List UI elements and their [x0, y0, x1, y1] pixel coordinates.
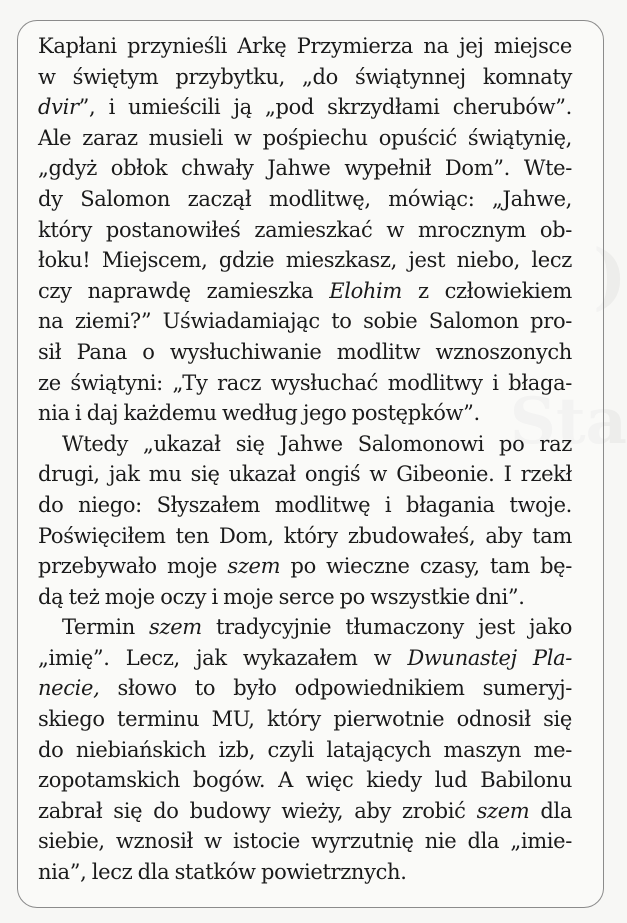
text-run: łoku! Miejscem, gdzie mieszkasz, jest niebo, lecz: [38, 248, 572, 273]
text-line: [38, 123, 572, 154]
italic-term: szem: [227, 554, 281, 579]
text-line: [38, 306, 572, 337]
text-run: „imię”. Lecz, jak wykazałem w: [38, 645, 408, 670]
italic-term: szem: [149, 615, 202, 640]
text-line: [38, 490, 572, 521]
text-run: Poświęciłem ten Dom, który zbudowałeś, aby tam: [38, 523, 572, 548]
text-line: [38, 398, 572, 429]
text-line: [38, 521, 572, 552]
text-run: nia”, lecz dla statków powietrznych.: [38, 860, 407, 885]
italic-term: necie,: [38, 676, 100, 701]
text-line: [38, 368, 572, 399]
text-line: [38, 673, 572, 704]
text-line: [38, 215, 572, 246]
text-run: dą też moje oczy i moje serce po wszystkie dni”.: [38, 584, 525, 609]
text-line: [38, 92, 572, 123]
text-run: Kapłani przynieśli Arkę Przymierza na jej miejsce: [38, 34, 572, 58]
text-run: po wieczne czasy, tam bę-: [280, 554, 572, 579]
text-line: [38, 857, 572, 888]
text-run: który postanowiłeś zamieszkać w mrocznym ob-: [38, 217, 572, 242]
paragraph: [38, 429, 572, 613]
text-run: „gdyż obłok chwały Jahwe wypełnił Dom”. Wte-: [38, 156, 572, 181]
text-line: [38, 796, 572, 827]
text-line: [38, 31, 572, 62]
text-run: siebie, wznosił w istocie wyrzutnię nie dla „imie-: [38, 829, 572, 854]
text-run: do niego: Słyszałem modlitwę i błagania twoje.: [38, 492, 572, 517]
text-line: [38, 429, 572, 460]
bleed-through-text: Sta: [509, 384, 627, 459]
text-line: [38, 643, 572, 674]
text-run: do niebiańskich izb, czyli latających maszyn me-: [38, 737, 572, 762]
text-line: [38, 735, 572, 766]
text-run: Termin: [62, 615, 150, 640]
text-run: tradycyjnie tłumaczony jest jako: [201, 615, 572, 640]
text-run: zabrał się do budowy wieży, aby zrobić: [38, 798, 477, 823]
text-line: [38, 459, 572, 490]
text-line: [38, 551, 572, 582]
text-run: z człowiekiem: [401, 278, 572, 303]
body-text: [38, 31, 572, 888]
text-line: [38, 184, 572, 215]
text-line: [38, 276, 572, 307]
text-line: [38, 612, 572, 643]
text-line: [38, 765, 572, 796]
italic-term: dvir: [38, 95, 79, 120]
italic-term: szem: [476, 798, 530, 823]
text-run: ”, i umieścili ją „pod skrzydłami cherubów”.: [78, 95, 572, 120]
text-line: [38, 337, 572, 368]
text-run: zopotamskich bogów. A więc kiedy lud Babilonu: [38, 768, 572, 793]
text-run: Ale zaraz musieli w pośpiechu opuścić świątynię,: [38, 125, 572, 150]
text-run: dla: [529, 798, 572, 823]
bleed-through-text: ): [592, 233, 627, 318]
text-line: [38, 704, 572, 735]
text-run: słowo to było odpowiednikiem sumeryj-: [99, 676, 572, 701]
text-run: dy Salomon zaczął modlitwę, mówiąc: „Jahwe,: [38, 186, 572, 211]
text-run: w świętym przybytku, „do świątynnej komnaty: [38, 64, 572, 89]
text-line: [38, 826, 572, 857]
text-line: [38, 582, 572, 613]
text-line: [38, 245, 572, 276]
text-run: przebywało moje: [38, 554, 228, 579]
paragraph: [38, 31, 572, 429]
text-run: na ziemi?” Uświadamiając to sobie Salomon pro-: [38, 309, 572, 334]
text-run: nia i daj każdemu według jego postępków”.: [38, 401, 480, 426]
italic-term: Elohim: [329, 278, 402, 303]
text-run: drugi, jak mu się ukazał ongiś w Gibeonie. I rzekł: [38, 462, 572, 487]
text-run: ze świątyni: „Ty racz wysłuchać modlitwy i błaga-: [38, 370, 572, 395]
text-line: [38, 153, 572, 184]
text-run: Wtedy „ukazał się Jahwe Salomonowi po raz: [62, 431, 572, 456]
text-run: sił Pana o wysłuchiwanie modlitw wznoszonych: [38, 339, 572, 364]
italic-term: Dwunastej Pla-: [407, 645, 572, 670]
paragraph: [38, 612, 572, 887]
text-run: czy naprawdę zamieszka: [38, 278, 330, 303]
text-run: skiego terminu MU, który pierwotnie odnosił się: [38, 707, 572, 732]
text-line: [38, 62, 572, 93]
